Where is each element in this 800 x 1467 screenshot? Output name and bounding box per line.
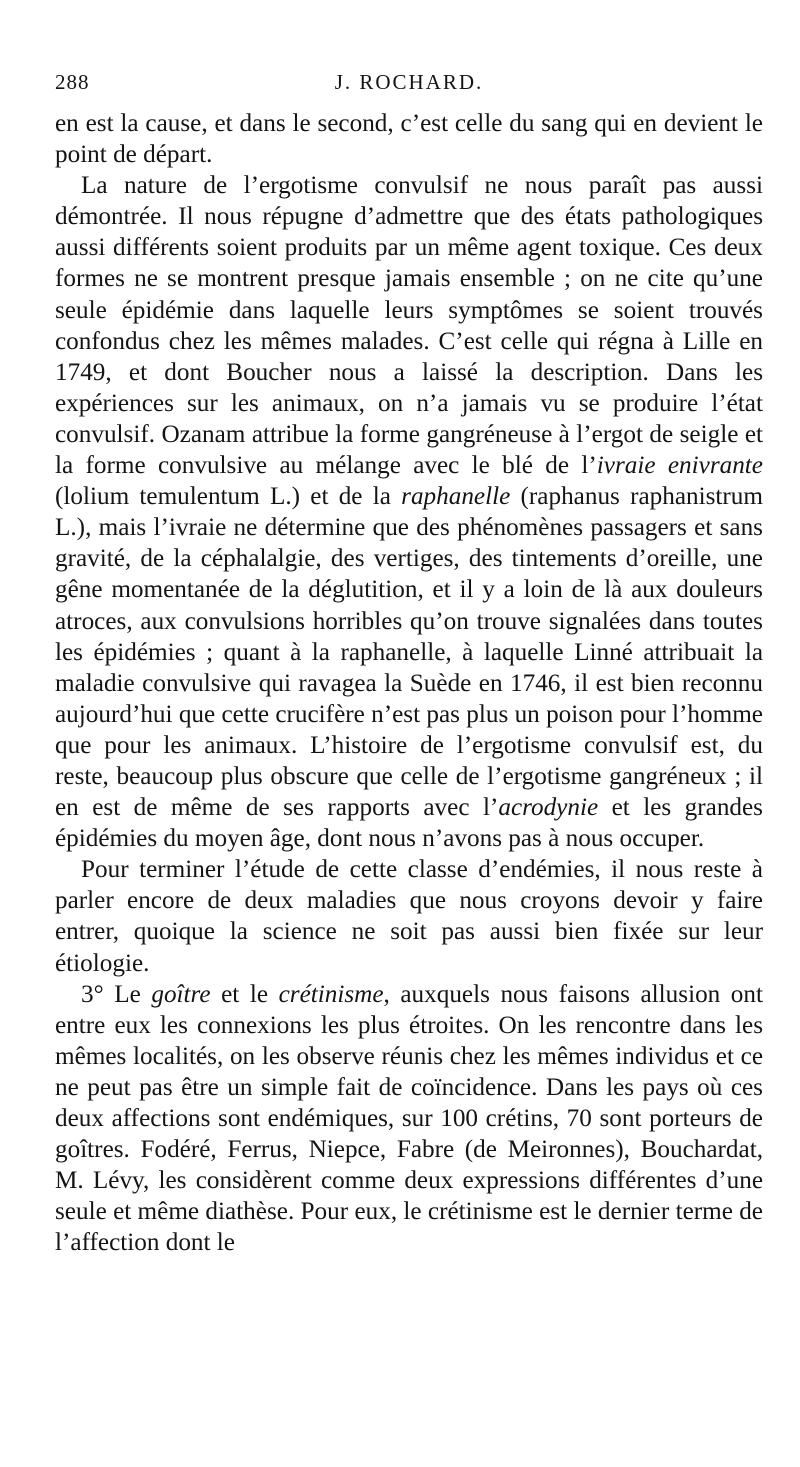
italic-term: crétinisme bbox=[278, 980, 384, 1008]
page-number: 288 bbox=[55, 70, 90, 94]
running-head bbox=[55, 70, 763, 108]
text-run: et le bbox=[210, 980, 279, 1008]
paragraph bbox=[55, 854, 763, 978]
italic-term: acrodynie bbox=[498, 794, 599, 822]
text-run: (raphanus raphanistrum L.), mais l’ivraie ne détermine que des phénomènes passagers et sans gravité, de la céphalalgie, des vertiges, des tintements d’oreille, une gêne momentanée de la déglutition, et il y a loin de là aux douleurs atroces, aux convulsions horribles qu’on trouve signalées dans toutes les épidémies ; quant à la raphanelle, à laquelle Linné attribuait la maladie convulsive qui ravagea la Suède en 1746, il est bien reconnu aujourd’hui que cette crucifère n’est pas plus un poison pour l’homme que pour les animaux. L’histoire de l’ergotisme convulsif est, du reste, beaucoup plus obscure que celle de l’ergotisme gangréneux ; il en est de même de ses rapports avec l’ bbox=[55, 483, 763, 822]
italic-term: goître bbox=[151, 980, 211, 1008]
text-run: La nature de l’ergotisme convulsif ne nous paraît pas aussi démontrée. Il nous répugne d’admettre que des états pathologiques aussi différents soient produits par un même agent toxique. Ces deux formes ne se montrent presque jamais ensemble ; on ne cite qu’une seule épidémie dans laquelle leurs symptômes se soient trouvés confondus chez les mêmes malades. C’est celle qui régna à Lille en 1749, et dont Boucher nous a laissé la description. Dans les expériences sur les animaux, on n’a jamais vu se produire l’état convulsif. Ozanam attribue la forme gangréneuse à l’ergot de seigle et la forme convulsive au mélange avec le blé de l’ bbox=[55, 172, 763, 480]
text-run: en est la cause, et dans le second, c’est celle du sang qui en devient le point de départ. bbox=[55, 110, 763, 169]
running-title: J. ROCHARD. bbox=[334, 70, 484, 94]
paragraph bbox=[55, 170, 763, 854]
body-text bbox=[55, 108, 763, 1258]
italic-term: ivraie enivrante bbox=[596, 452, 763, 480]
book-page bbox=[55, 70, 763, 1258]
paragraph bbox=[55, 979, 763, 1259]
paragraph bbox=[55, 108, 763, 170]
italic-term: raphanelle bbox=[401, 483, 511, 511]
text-run: et les grandes épidémies du moyen âge, dont nous n’avons pas à nous occuper. bbox=[55, 794, 763, 853]
text-run: , auxquels nous faisons allusion ont entre eux les connexions les plus étroites. On les rencontre dans les mêmes localités, on les observe réunis chez les mêmes individus et ce ne peut pas être un simple fait de coïncidence. Dans les pays où ces deux affections sont endémiques, sur 100 crétins, 70 sont porteurs de goîtres. Fodéré, Ferrus, Niepce, Fabre (de Meironnes), Bouchardat, M. Lévy, les considèrent comme deux expressions différentes d’une seule et même diathèse. Pour eux, le crétinisme est le dernier terme de l’affection dont le bbox=[55, 980, 763, 1257]
text-run: 3° Le bbox=[81, 980, 152, 1008]
text-run: (lolium temulentum L.) et de la bbox=[55, 483, 402, 511]
text-run: Pour terminer l’étude de cette classe d’endémies, il nous reste à parler encore de deux maladies que nous croyons devoir y faire entrer, quoique la science ne soit pas aussi bien fixée sur leur étiologie. bbox=[55, 856, 763, 977]
